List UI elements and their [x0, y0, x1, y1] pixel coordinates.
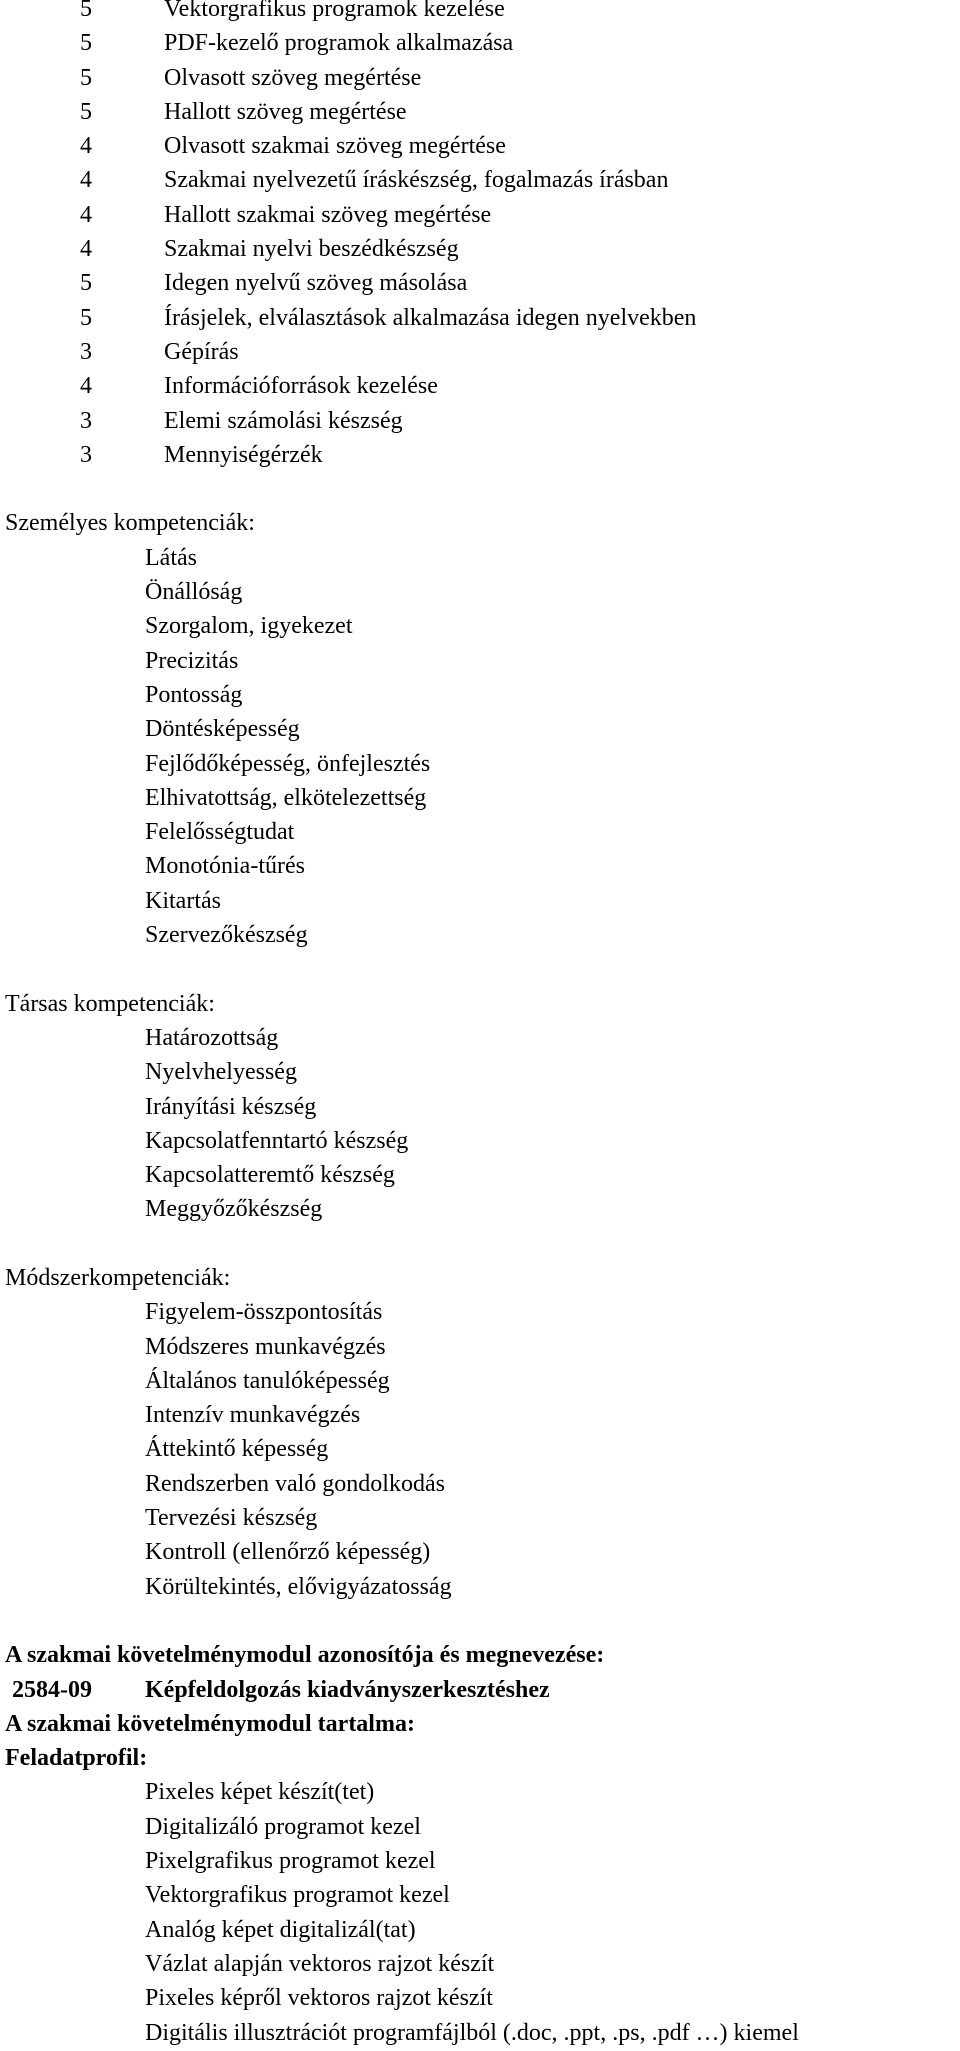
social-competences-section	[0, 987, 960, 1227]
skill-label: Hallott szöveg megértése	[164, 98, 407, 125]
module-section	[0, 1638, 960, 2050]
skill-level: 4	[80, 133, 92, 160]
skill-row	[0, 301, 960, 335]
skill-label: Idegen nyelvű szöveg másolása	[164, 270, 468, 297]
skill-row	[0, 232, 960, 266]
task-item: Vázlat alapján vektoros rajzot készít	[145, 1950, 495, 1977]
list-item: Általános tanulóképesség	[145, 1367, 390, 1394]
skill-row	[0, 404, 960, 438]
spacer	[0, 1227, 960, 1261]
list-item: Szervezőkészség	[145, 922, 308, 949]
list-item: Tervezési készség	[145, 1505, 318, 1532]
module-id-heading: A szakmai követelménymodul azonosítója és megnevezése:	[5, 1642, 605, 1669]
list-item: Körültekintés, elővigyázatosság	[145, 1573, 452, 1600]
task-item: Analóg képet digitalizál(tat)	[145, 1916, 416, 1943]
skill-label: Hallott szakmai szöveg megértése	[164, 201, 492, 228]
list-item: Irányítási készség	[145, 1093, 317, 1120]
skill-level: 5	[80, 0, 92, 22]
list-item: Áttekintő képesség	[145, 1436, 329, 1463]
task-item: Digitalizáló programot kezel	[145, 1813, 421, 1840]
list-item: Kitartás	[145, 887, 221, 914]
list-item: Kapcsolatfenntartó készség	[145, 1127, 409, 1154]
skill-level: 5	[80, 98, 92, 125]
module-code: 2584-09	[12, 1676, 92, 1703]
task-item: Pixeles képről vektoros rajzot készít	[145, 1985, 493, 2012]
list-item: Meggyőzőkészség	[145, 1196, 323, 1223]
skill-label: Vektorgrafikus programok kezelése	[164, 0, 505, 22]
skill-row	[0, 198, 960, 232]
skill-level: 5	[80, 304, 92, 331]
module-name: Képfeldolgozás kiadványszerkesztéshez	[145, 1676, 550, 1703]
skill-label: Elemi számolási készség	[164, 407, 403, 434]
social-competences-heading: Társas kompetenciák:	[5, 990, 215, 1017]
spacer	[0, 472, 960, 506]
skill-label: PDF-kezelő programok alkalmazása	[164, 30, 514, 57]
skill-label: Információforrások kezelése	[164, 373, 438, 400]
list-item: Precizitás	[145, 647, 239, 674]
task-item: Pixeles képet készít(tet)	[145, 1779, 375, 1806]
list-item: Fejlődőképesség, önfejlesztés	[145, 750, 431, 777]
skill-row	[0, 369, 960, 403]
skill-label: Olvasott szöveg megértése	[164, 64, 422, 91]
skill-label: Írásjelek, elválasztások alkalmazása idegen nyelvekben	[164, 304, 697, 331]
module-code-row	[0, 1673, 960, 1707]
skill-row	[0, 438, 960, 472]
skill-level: 3	[80, 338, 92, 365]
module-content-heading: A szakmai követelménymodul tartalma:	[5, 1710, 415, 1737]
skill-level-list	[0, 0, 960, 472]
skill-level: 4	[80, 236, 92, 263]
skill-row	[0, 163, 960, 197]
list-item: Határozottság	[145, 1024, 279, 1051]
task-item: Digitális illusztrációt programfájlból (.doc, .ppt, .ps, .pdf …) kiemel	[145, 2019, 799, 2046]
task-item: Pixelgrafikus programot kezel	[145, 1848, 436, 1875]
list-item: Rendszerben való gondolkodás	[145, 1470, 445, 1497]
list-item: Pontosság	[145, 681, 243, 708]
skill-label: Szakmai nyelvi beszédkészség	[164, 236, 459, 263]
task-profile-heading: Feladatprofil:	[5, 1745, 148, 1772]
task-item: Vektorgrafikus programot kezel	[145, 1882, 450, 1909]
list-item: Elhivatottság, elkötelezettség	[145, 784, 427, 811]
skill-row	[0, 129, 960, 163]
list-item: Kapcsolatteremtő készség	[145, 1162, 395, 1189]
method-competences-section	[0, 1261, 960, 1604]
spacer	[0, 1604, 960, 1638]
list-item: Módszeres munkavégzés	[145, 1333, 386, 1360]
skill-level: 5	[80, 30, 92, 57]
list-item: Figyelem-összpontosítás	[145, 1299, 383, 1326]
skill-row	[0, 61, 960, 95]
skill-label: Olvasott szakmai szöveg megértése	[164, 133, 506, 160]
personal-competences-section	[0, 506, 960, 952]
skill-level: 4	[80, 201, 92, 228]
skill-label: Mennyiségérzék	[164, 441, 323, 468]
list-item: Döntésképesség	[145, 716, 300, 743]
list-item: Felelősségtudat	[145, 819, 295, 846]
skill-label: Szakmai nyelvezetű íráskészség, fogalmazás írásban	[164, 167, 669, 194]
skill-row	[0, 266, 960, 300]
list-item: Kontroll (ellenőrző képesség)	[145, 1539, 431, 1566]
skill-row	[0, 335, 960, 369]
skill-level: 3	[80, 441, 92, 468]
skill-label: Gépírás	[164, 338, 239, 365]
spacer	[0, 952, 960, 986]
skill-row	[0, 0, 960, 26]
list-item: Látás	[145, 544, 197, 571]
personal-competences-heading: Személyes kompetenciák:	[5, 510, 255, 537]
skill-level: 4	[80, 167, 92, 194]
list-item: Szorgalom, igyekezet	[145, 613, 353, 640]
method-competences-heading: Módszerkompetenciák:	[5, 1264, 231, 1291]
skill-level: 3	[80, 407, 92, 434]
skill-level: 5	[80, 64, 92, 91]
skill-row	[0, 95, 960, 129]
skill-level: 4	[80, 373, 92, 400]
list-item: Intenzív munkavégzés	[145, 1402, 361, 1429]
list-item: Monotónia-tűrés	[145, 853, 305, 880]
list-item: Önállóság	[145, 579, 243, 606]
skill-row	[0, 26, 960, 60]
skill-level: 5	[80, 270, 92, 297]
list-item: Nyelvhelyesség	[145, 1059, 297, 1086]
